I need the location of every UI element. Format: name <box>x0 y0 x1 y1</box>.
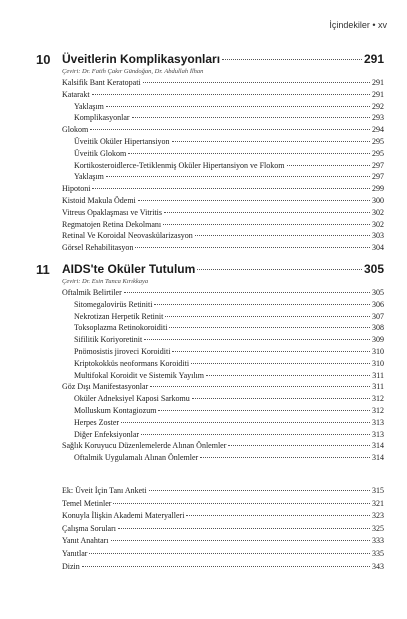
chapter-translator: Çeviri: Dr. Fatih Çakır Gündoğan, Dr. Abdullah İlhan <box>62 68 204 75</box>
entry-page: 308 <box>372 323 384 333</box>
toc-entry[interactable] <box>74 161 384 171</box>
entry-page: 299 <box>372 184 384 194</box>
leader-dots <box>118 528 370 529</box>
leader-dots <box>135 247 370 248</box>
entry-label: Kriptokokküs neoformans Koroiditi <box>74 358 190 368</box>
leader-dots <box>82 566 370 567</box>
entry-label: Sifilitik Koriyoretinit <box>74 335 143 345</box>
entry-label: Ek: Üveit İçin Tanı Anketi <box>62 486 147 495</box>
toc-entry[interactable] <box>62 78 384 88</box>
toc-entry[interactable] <box>74 312 384 322</box>
entry-page: 306 <box>372 299 384 309</box>
entry-page: 302 <box>372 219 384 229</box>
entry-label: Göz Dışı Manifestasyonlar <box>62 382 149 392</box>
entry-label: Hipotoni <box>62 184 91 194</box>
entry-page: 311 <box>372 370 384 380</box>
entry-page: 323 <box>372 511 384 521</box>
toc-entry[interactable] <box>62 220 384 230</box>
entry-page: 335 <box>372 549 384 558</box>
chapter-title: AIDS'te Oküler Tutulum <box>62 262 196 276</box>
entry-label: Vitreus Opaklaşması ve Vitritis <box>62 207 162 217</box>
entry-label: Temel Metinler <box>62 498 112 508</box>
entry-page: 315 <box>372 486 384 495</box>
entry-label: Çalışma Soruları <box>62 523 116 533</box>
entry-page: 292 <box>372 101 384 111</box>
entry-label: Regmatojen Retina Dekolmanı <box>62 219 162 229</box>
entry-page: 291 <box>372 89 384 99</box>
entry-page: 291 <box>372 78 384 87</box>
leader-dots <box>92 94 370 95</box>
entry-page: 310 <box>372 358 384 368</box>
entry-label: Katarakt <box>62 89 90 99</box>
entry-label: Kistoid Makula Ödemi <box>62 196 136 205</box>
entry-page: 304 <box>372 243 384 253</box>
leader-dots <box>89 553 370 554</box>
entry-label: Dizin <box>62 561 80 571</box>
toc-entry[interactable] <box>62 562 384 572</box>
entry-page: 305 <box>372 288 384 297</box>
entry-label: Pnömosistis jiroveci Koroiditi <box>74 347 171 356</box>
toc-entry[interactable] <box>62 125 384 135</box>
toc-entry[interactable] <box>62 196 384 206</box>
leader-dots <box>172 141 370 142</box>
entry-label: Kalsifik Bant Keratopati <box>62 78 141 87</box>
entry-label: Retinal Ve Koroidal Neovaskülarizasyon <box>62 231 193 241</box>
entry-label: Sağlık Koruyucu Düzenlemelerde Alınan Önlemler <box>62 441 227 451</box>
entry-page: 313 <box>372 417 384 427</box>
leader-dots <box>287 165 370 166</box>
chapter-page: 305 <box>363 262 384 276</box>
entry-label: Üveitik Oküler Hipertansiyon <box>74 137 170 146</box>
chapter-number: 11 <box>36 262 50 277</box>
entry-label: Glokom <box>62 125 89 135</box>
leader-dots <box>106 176 370 177</box>
entry-label: Yaklaşım <box>74 101 104 111</box>
entry-label: Sitomegalovirüs Retiniti <box>74 299 153 309</box>
entry-page: 307 <box>372 311 384 321</box>
entry-page: 293 <box>372 113 384 123</box>
leader-dots <box>165 316 370 317</box>
toc-entry[interactable] <box>62 382 384 392</box>
entry-page: 309 <box>372 335 384 345</box>
entry-page: 321 <box>372 498 384 508</box>
entry-label: Üveitik Glokom <box>74 148 127 158</box>
leader-dots <box>172 351 370 352</box>
entry-page: 314 <box>372 441 384 451</box>
toc-entry[interactable] <box>74 359 384 369</box>
leader-dots <box>154 304 370 305</box>
leader-dots <box>169 327 370 328</box>
entry-page: 310 <box>372 347 384 356</box>
entry-label: Görsel Rehabilitasyon <box>62 243 134 253</box>
entry-page: 325 <box>372 523 384 533</box>
entry-label: Molluskum Kontagiozum <box>74 406 157 415</box>
toc-entry[interactable] <box>74 430 384 440</box>
leader-dots <box>141 434 370 435</box>
toc-entry[interactable] <box>62 524 384 534</box>
entry-page: 295 <box>372 137 384 146</box>
leader-dots <box>124 292 370 293</box>
entry-label: Oftalmik Uygulamalı Alınan Önlemler <box>74 453 199 463</box>
entry-page: 303 <box>372 231 384 241</box>
toc-entry[interactable] <box>62 208 384 218</box>
chapter-title-row[interactable] <box>62 262 384 276</box>
entry-label: Toksoplazma Retinokoroiditi <box>74 323 168 333</box>
entry-page: 312 <box>372 394 384 404</box>
toc-entry[interactable] <box>62 511 384 521</box>
leader-dots <box>163 224 370 225</box>
entry-page: 294 <box>372 125 384 135</box>
leader-dots <box>143 82 370 83</box>
leader-dots <box>149 490 370 491</box>
toc-entry[interactable] <box>74 102 384 112</box>
toc-entry[interactable] <box>62 243 384 253</box>
leader-dots <box>200 457 370 458</box>
leader-dots <box>144 339 370 340</box>
entry-page: 314 <box>372 453 384 463</box>
leader-dots <box>111 540 370 541</box>
toc-entry[interactable] <box>74 323 384 333</box>
entry-label: Yanıtlar <box>62 549 88 558</box>
entry-page: 312 <box>372 406 384 415</box>
chapter-translator: Çeviri: Dr. Esin Tunca Kırıkkaya <box>62 278 149 285</box>
toc-entry[interactable] <box>62 536 384 546</box>
toc-entry[interactable] <box>74 137 384 147</box>
leader-dots <box>164 212 370 213</box>
leader-dots <box>132 117 370 118</box>
leader-dots <box>222 59 362 60</box>
leader-dots <box>128 153 370 154</box>
toc-entry[interactable] <box>74 394 384 404</box>
entry-label: Yaklaşım <box>74 172 104 182</box>
leader-dots <box>90 129 370 130</box>
entry-page: 333 <box>372 536 384 546</box>
toc-entry[interactable] <box>74 453 384 463</box>
entry-label: Komplikasyonlar <box>74 113 130 123</box>
leader-dots <box>106 106 370 107</box>
entry-page: 295 <box>372 148 384 158</box>
chapter-page: 291 <box>363 52 384 66</box>
leader-dots <box>197 269 362 270</box>
toc-entry[interactable] <box>62 231 384 241</box>
toc-entry[interactable] <box>74 172 384 182</box>
leader-dots <box>150 386 370 387</box>
toc-entry[interactable] <box>62 486 384 496</box>
toc-entry[interactable] <box>74 406 384 416</box>
entry-page: 297 <box>372 160 384 170</box>
chapter-title: Üveitlerin Komplikasyonları <box>62 52 221 66</box>
toc-entry[interactable] <box>74 335 384 345</box>
entry-label: Multifokal Koroidit ve Sistemik Yayılım <box>74 370 205 380</box>
leader-dots <box>158 410 370 411</box>
toc-entry[interactable] <box>62 288 384 298</box>
entry-label: Diğer Enfeksiyonlar <box>74 429 140 439</box>
leader-dots <box>186 515 370 516</box>
entry-label: Herpes Zoster <box>74 417 120 427</box>
toc-entry[interactable] <box>74 149 384 159</box>
chapter-title-row[interactable] <box>62 52 384 66</box>
entry-label: Nekrotizan Herpetik Retinit <box>74 311 164 321</box>
toc-entry[interactable] <box>74 113 384 123</box>
leader-dots <box>191 363 370 364</box>
toc-entry[interactable] <box>74 418 384 428</box>
leader-dots <box>195 235 370 236</box>
toc-entry[interactable] <box>62 441 384 451</box>
toc-entry[interactable] <box>62 90 384 100</box>
leader-dots <box>113 503 370 504</box>
entry-page: 313 <box>372 429 384 439</box>
leader-dots <box>121 422 370 423</box>
leader-dots <box>92 188 370 189</box>
running-head: İçindekiler • xv <box>329 20 387 30</box>
leader-dots <box>206 375 370 376</box>
toc-entry[interactable] <box>74 371 384 381</box>
toc-entry[interactable] <box>62 549 384 559</box>
leader-dots <box>228 445 370 446</box>
entry-label: Oftalmik Belirtiler <box>62 288 122 297</box>
toc-entry[interactable] <box>62 184 384 194</box>
entry-label: Yanıt Anahtarı <box>62 536 109 546</box>
entry-label: Konuyla İlişkin Akademi Materyalleri <box>62 511 185 521</box>
toc-entry[interactable] <box>62 499 384 509</box>
entry-page: 297 <box>372 172 384 182</box>
entry-label: Oküler Adneksiyel Kaposi Sarkomu <box>74 394 190 404</box>
leader-dots <box>192 398 370 399</box>
entry-page: 300 <box>372 196 384 205</box>
entry-page: 302 <box>372 207 384 217</box>
entry-page: 343 <box>372 561 384 571</box>
entry-page: 311 <box>372 382 384 392</box>
entry-label: Kortikosteroidlerce-Tetiklenmiş Oküler Hipertansiyon ve Flokom <box>74 160 285 170</box>
toc-entry[interactable] <box>74 347 384 357</box>
toc-entry[interactable] <box>74 300 384 310</box>
chapter-number: 10 <box>36 52 51 67</box>
leader-dots <box>138 200 370 201</box>
